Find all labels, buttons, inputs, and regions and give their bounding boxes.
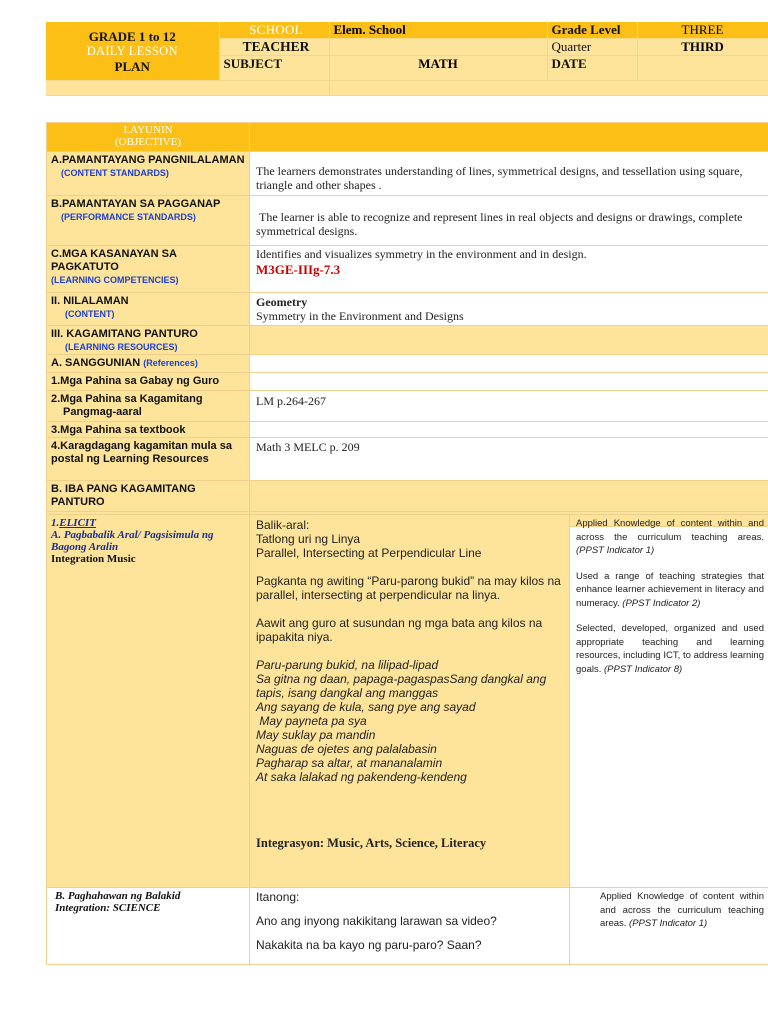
song-line-7: Pagharap sa altar, at mananalamin [256, 756, 443, 770]
row-value-cell [250, 152, 768, 196]
subject-value: MATH [329, 56, 547, 81]
row-label-cell [47, 355, 250, 373]
ppst-note-1-text: Applied Knowledge of content within and across the curriculum teaching areas. [576, 518, 764, 543]
row-value-cell [250, 481, 768, 512]
elicit-title: ELICIT [59, 517, 96, 529]
title-line-1: GRADE 1 to 12 [88, 28, 176, 44]
row-label-cell [47, 422, 250, 438]
objective-header [47, 123, 250, 152]
objective-header-line-2: (OBJECTIVE) [115, 136, 181, 148]
objective-header-line-1: LAYUNIN [123, 124, 173, 136]
procedure-table [46, 514, 768, 965]
song-line-2: Sa gitna ng daan, papaga-pagaspasSang dangkal ang tapis, isang dangkal ang manggas [256, 672, 547, 700]
teacher-guide-label: 1.Mga Pahina sa Gabay ng Guro [51, 375, 220, 387]
references-label: A. SANGGUNIAN [51, 357, 141, 369]
elicit-integration-subjects: Integrasyon: Music, Arts, Science, Literacy [256, 836, 487, 850]
elicit-number: 1. [51, 517, 60, 529]
balakid-line-2: Ano ang inyong nakikitang larawan sa video? [256, 914, 497, 928]
learning-resources-label: III. KAGAMITANG PANTURO [51, 328, 198, 340]
learning-competencies-sub: (LEARNING COMPETENCIES) [51, 275, 179, 285]
balakid-ppst-note [600, 890, 764, 931]
row-label-cell [47, 152, 250, 196]
subject-label: SUBJECT [219, 56, 329, 81]
song-line-4: May payneta pa sya [256, 714, 367, 728]
row-label-cell [47, 481, 250, 512]
competency-code: M3GE-IIIg-7.3 [256, 262, 341, 277]
row-label-cell [47, 326, 250, 355]
row-teacher-guide [47, 373, 768, 391]
school-value: Elem. School [329, 22, 547, 39]
ppst-note-3-text: Selected, developed, organized and used appropriate teaching and learning resources, including ICT, to address learning goals. [576, 623, 764, 675]
row-content [47, 293, 768, 326]
header-footer-right [329, 81, 768, 96]
date-label: DATE [547, 56, 637, 81]
additional-materials-value: Math 3 MELC p. 209 [256, 440, 360, 454]
row-learning-resources [47, 326, 768, 355]
song-line-5: May suklay pa mandin [256, 728, 376, 742]
ppst-note-1-indicator: (PPST Indicator 1) [576, 545, 655, 556]
textbook-label: 3.Mga Pahina sa textbook [51, 424, 186, 436]
content-standards-sub: (CONTENT STANDARDS) [61, 168, 169, 178]
school-label: SCHOOL [219, 22, 329, 39]
elicit-subtitle: A. Pagbabalik Aral/ Pagsisimula ng Bagong Aralin [51, 529, 214, 553]
balakid-line-3: Nakakita na ba kayo ng paru-paro? Saan? [256, 938, 482, 952]
additional-materials-label: 4.Karagdagang kagamitan mula sa postal ng Learning Resources [51, 440, 232, 465]
row-value-cell [250, 422, 768, 438]
balakid-ppst-cell [570, 888, 768, 965]
content-value: Symmetry in the Environment and Designs [256, 309, 464, 323]
row-label-cell [47, 438, 250, 481]
content-value-title: Geometry [256, 295, 308, 309]
ppst-note-3 [576, 622, 764, 676]
balakid-ppst-indicator: (PPST Indicator 1) [629, 918, 708, 929]
balakid-left-cell [47, 888, 250, 965]
date-value [637, 56, 768, 81]
balakid-title: B. Paghahawan ng Balakid [55, 890, 181, 902]
performance-standards-value: The learner is able to recognize and represent lines in real objects and designs or drawings, complete symmetrical designs. [256, 210, 743, 238]
song-line-1: Paru-parung bukid, na lilipad-lipad [256, 658, 439, 672]
learner-materials-label: 2.Mga Pahina sa Kagamitang Pangmag-aaral [51, 393, 203, 418]
elicit-left-cell [47, 515, 250, 888]
quarter-label: Quarter [547, 39, 637, 56]
teacher-value [329, 39, 547, 56]
learning-competencies-label: C.MGA KASANAYAN SA PAGKATUTO [51, 248, 177, 273]
song-line-3: Ang sayang de kula, sang pye ang sayad [256, 700, 476, 714]
content-standards-value: The learners demonstrates understanding of lines, symmetrical designs, and tessellation using square, triangle and other shapes . [256, 164, 743, 192]
other-materials-label: B. IBA PANG KAGAMITANG PANTURO [51, 483, 196, 508]
row-label-cell [47, 246, 250, 293]
row-value-cell [250, 355, 768, 373]
ppst-note-2 [576, 570, 764, 611]
dlp-title [46, 22, 219, 81]
row-content-standards [47, 152, 768, 196]
ppst-note-1 [576, 517, 764, 558]
ppst-note-3-indicator: (PPST Indicator 8) [604, 663, 683, 675]
elicit-para-2: Aawit ang guro at susundan ng mga bata ang kilos na ipapakita niya. [256, 616, 543, 644]
content-sub: (CONTENT) [65, 309, 115, 319]
objectives-table [46, 122, 768, 527]
row-value-cell [250, 438, 768, 481]
elicit-line-1: Balik-aral: [256, 518, 310, 532]
row-references [47, 355, 768, 373]
row-value-cell [250, 391, 768, 422]
row-value-cell [250, 326, 768, 355]
content-label: II. NILALAMAN [51, 295, 129, 307]
row-textbook [47, 422, 768, 438]
row-label-cell [47, 373, 250, 391]
song-line-8: At saka lalakad ng pakendeng-kendeng [256, 770, 467, 784]
grade-level-label: Grade Level [547, 22, 637, 39]
title-line-2: DAILY LESSON [86, 43, 178, 58]
row-learner-materials [47, 391, 768, 422]
elicit-line-2: Tatlong uri ng Linya [256, 532, 361, 546]
row-learning-competencies [47, 246, 768, 293]
row-label-cell [47, 293, 250, 326]
elicit-ppst-cell [570, 515, 768, 888]
row-value-cell [250, 293, 768, 326]
performance-standards-label: B.PAMANTAYAN SA PAGGANAP [51, 198, 221, 210]
row-performance-standards [47, 196, 768, 246]
row-other-materials [47, 481, 768, 512]
row-label-cell [47, 196, 250, 246]
row-elicit [47, 515, 768, 888]
references-sub: (References) [143, 358, 198, 368]
row-value-cell [250, 246, 768, 293]
ppst-note-2-text: Used a range of teaching strategies that enhance learner achievement in literacy and numeracy. [576, 570, 764, 609]
elicit-main-cell [250, 515, 570, 888]
elicit-heading [51, 517, 245, 529]
elicit-line-3: Parallel, Intersecting at Perpendicular Line [256, 546, 482, 560]
learning-resources-sub: (LEARNING RESOURCES) [65, 342, 178, 352]
balakid-ppst-text: Applied Knowledge of content within and across the curriculum teaching areas. [600, 891, 764, 929]
balakid-line-1: Itanong: [256, 890, 300, 904]
header-table [46, 22, 768, 96]
elicit-para-1: Pagkanta ng awiting “Paru-parong bukid” na may kilos na parallel, intersecting at perpendicular na linya. [256, 574, 561, 602]
row-value-cell [250, 196, 768, 246]
row-additional-materials [47, 438, 768, 481]
learning-competencies-value: Identifies and visualizes symmetry in the environment and in design. [256, 247, 587, 261]
balakid-integration: Integration: SCIENCE [55, 902, 161, 914]
learner-materials-value: LM p.264-267 [256, 394, 326, 408]
row-label-cell [47, 391, 250, 422]
content-standards-label: A.PAMANTAYANG PANGNILALAMAN [51, 154, 245, 166]
quarter-value: THIRD [637, 39, 768, 56]
performance-standards-sub: (PERFORMANCE STANDARDS) [61, 212, 196, 222]
header-footer-left [46, 81, 329, 96]
objective-header-fill [250, 123, 768, 152]
row-balakid [47, 888, 768, 965]
ppst-note-2-indicator: (PPST Indicator 2) [622, 597, 701, 609]
grade-level-value: THREE [637, 22, 768, 39]
elicit-integration: Integration Music [51, 553, 136, 565]
balakid-main-cell [250, 888, 570, 965]
row-value-cell [250, 373, 768, 391]
song-line-6: Naguas de ojetes ang palalabasin [256, 742, 437, 756]
teacher-label: TEACHER [219, 39, 329, 56]
title-line-3: PLAN [114, 58, 150, 74]
